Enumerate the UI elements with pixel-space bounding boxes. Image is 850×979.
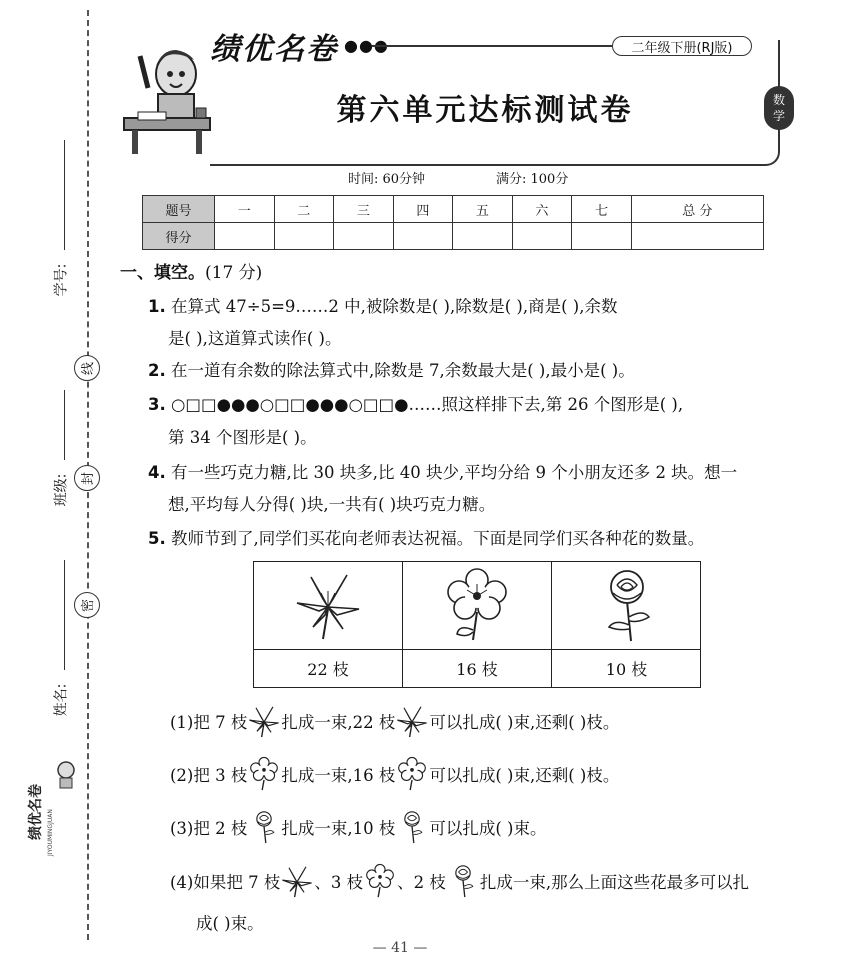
question-4-cont: 想,平均每人分得( )块,一共有( )块巧克力糖。 (168, 495, 496, 514)
brand-dots: ●●● (344, 36, 389, 55)
rose-icon (395, 810, 429, 844)
flower-table (253, 561, 701, 688)
sub-question-4: (4)如果把 7 枝 、3 枝 、2 枝 扎成一束,那么上面这些花最多可以扎 (170, 864, 749, 898)
flower-cell-hibiscus (403, 562, 552, 687)
score-col: 四 (393, 196, 453, 223)
svg-text:绩优名卷: 绩优名卷 (28, 784, 44, 840)
score-table (142, 195, 764, 250)
subject-tag: 数 学 (764, 86, 794, 130)
lily-icon (247, 704, 281, 738)
hibiscus-icon (363, 864, 397, 898)
hibiscus-icon (247, 757, 281, 791)
score-cell[interactable] (274, 223, 334, 250)
brand-logo: 绩优名卷 (210, 32, 338, 67)
flower-count: 16 枝 (403, 649, 551, 687)
seal-seal: 封 (74, 465, 100, 491)
score-cell[interactable] (512, 223, 572, 250)
hibiscus-icon (445, 568, 509, 642)
score-col: 三 (334, 196, 394, 223)
question-5: 5. 教师节到了,同学们买花向老师表达祝福。下面是同学们买各种花的数量。 (148, 529, 705, 548)
binding-margin (0, 0, 120, 979)
rose-icon (446, 864, 480, 898)
score-col: 总 分 (631, 196, 763, 223)
sub-question-3: (3)把 2 枝 扎成一束,10 枝 可以扎成( )束。 (170, 810, 547, 844)
lily-icon (280, 864, 314, 898)
score-table-header-row (143, 196, 764, 223)
svg-text:JIYOUMINGJUAN: JIYOUMINGJUAN (47, 809, 54, 856)
page-title: 第六单元达标测试卷 (336, 93, 634, 128)
section-title: 一、填空。(17 分) (120, 263, 263, 283)
score-cell[interactable] (631, 223, 763, 250)
student-no-line (64, 140, 65, 250)
score-col: 二 (274, 196, 334, 223)
sub-question-1: (1)把 7 枝 扎成一束,22 枝 可以扎成( )束,还剩( )枝。 (170, 704, 619, 738)
question-1-cont: 是( ),这道算式读作( )。 (168, 329, 342, 348)
hibiscus-icon (395, 757, 429, 791)
seal-line: 线 (74, 355, 100, 381)
flower-count: 10 枝 (552, 649, 701, 687)
lily-icon (395, 704, 429, 738)
score-table-head: 得分 (143, 223, 215, 250)
rose-icon (247, 810, 281, 844)
score-table-head: 题号 (143, 196, 215, 223)
score-col: 一 (215, 196, 275, 223)
sub-question-2: (2)把 3 枝 扎成一束,16 枝 可以扎成( )束,还剩( )枝。 (170, 757, 619, 791)
score-col: 七 (572, 196, 632, 223)
exam-full-score: 满分: 100分 (496, 172, 569, 187)
flower-count: 22 枝 (254, 649, 402, 687)
question-1: 1. 在算式 47÷5=9……2 中,被除数是( ),除数是( ),商是( ),余数 (148, 297, 618, 316)
name-label: 姓名: (53, 683, 70, 717)
score-cell[interactable] (572, 223, 632, 250)
score-col: 五 (453, 196, 513, 223)
score-cell[interactable] (453, 223, 513, 250)
seal-secret: 密 (74, 592, 100, 618)
question-4: 4. 有一些巧克力糖,比 30 块多,比 40 块少,平均分给 9 个小朋友还多 2 块。想一 (148, 463, 738, 482)
mascot-icon (118, 38, 218, 158)
score-cell[interactable] (334, 223, 394, 250)
class-label: 班级: (53, 473, 70, 507)
student-no-label: 学号: (53, 263, 70, 297)
sidebar-logo-icon (30, 760, 82, 860)
question-2: 2. 在一道有余数的除法算式中,除数是 7,余数最大是( ),最小是( )。 (148, 361, 635, 380)
score-cell[interactable] (393, 223, 453, 250)
rose-icon (597, 567, 657, 643)
grade-tag: 二年级下册(RJ版) (612, 36, 752, 56)
score-cell[interactable] (215, 223, 275, 250)
sub-question-4-cont: 成( )束。 (196, 914, 264, 933)
lily-icon (293, 569, 363, 641)
class-line (64, 390, 65, 460)
question-3: 3. ○□□●●●○□□●●●○□□●……照这样排下去,第 26 个图形是( ), (148, 395, 684, 414)
score-col: 六 (512, 196, 572, 223)
score-table-score-row (143, 223, 764, 250)
flower-cell-lily (254, 562, 403, 687)
page-number: — 41 — (372, 940, 428, 956)
name-line (64, 560, 65, 670)
exam-time: 时间: 60分钟 (348, 172, 426, 187)
question-3-cont: 第 34 个图形是( )。 (168, 428, 317, 447)
flower-cell-rose (552, 562, 701, 687)
